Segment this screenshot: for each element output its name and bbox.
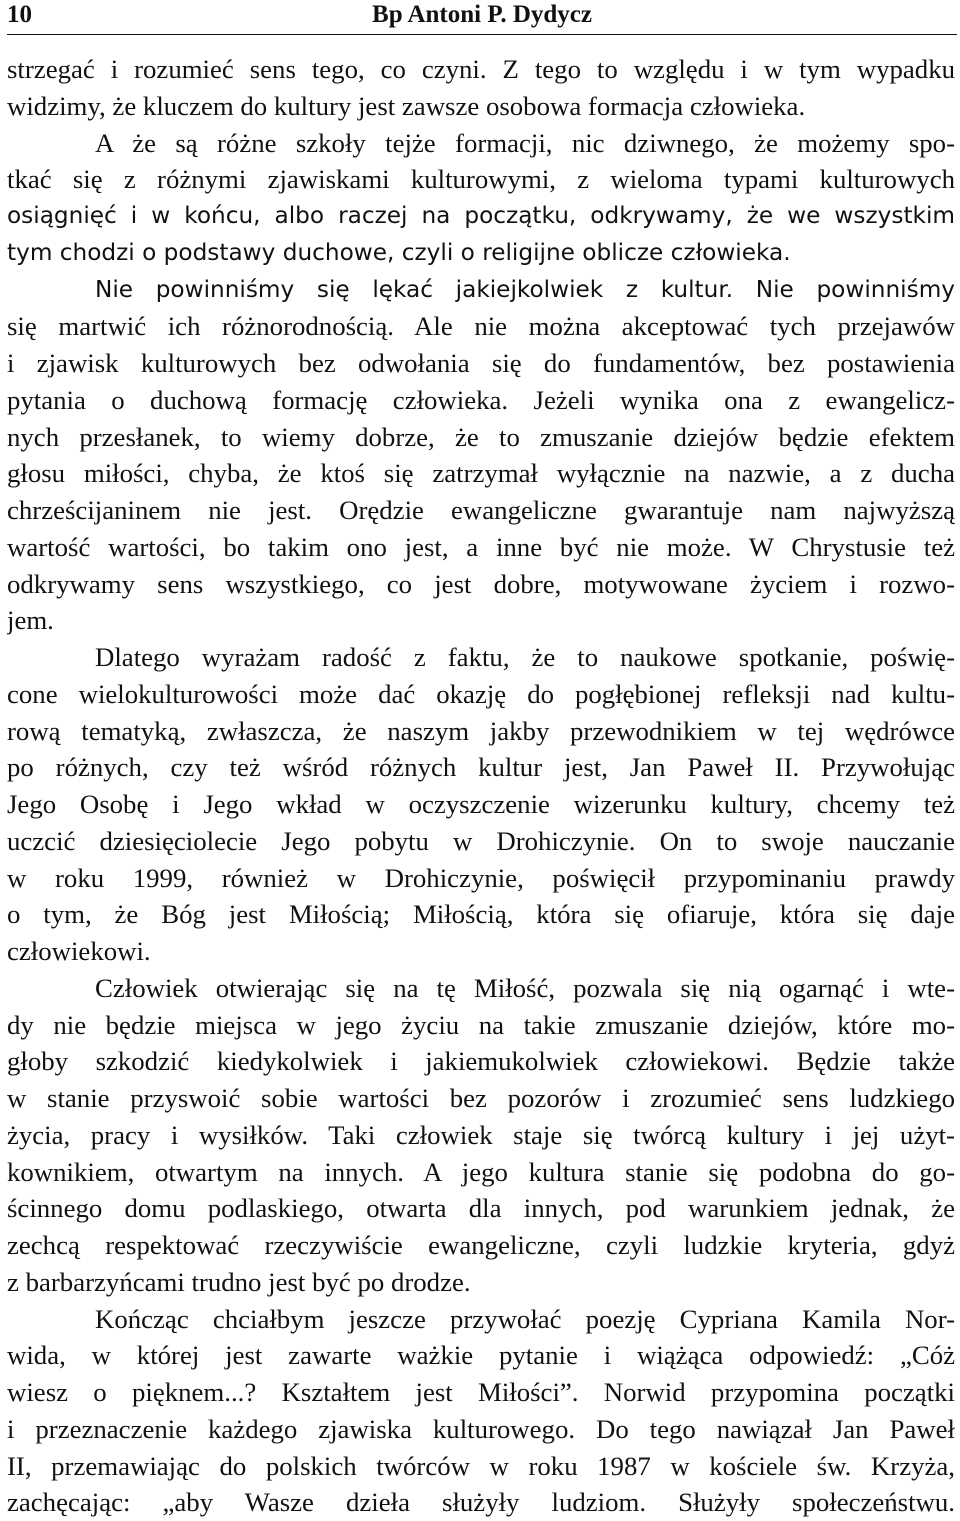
text-line: Nie powinniśmy się lękać jakiejkolwiek z kultur. Nie powinniśmy <box>95 275 955 303</box>
text-line: ścinnego domu podlaskiego, otwarta dla innych, pod warunkiem jednak, że <box>7 1193 955 1224</box>
running-head: Bp Antoni P. Dydycz <box>372 1 592 28</box>
text-line: życia, pracy i wysiłków. Taki człowiek staje się twórcą kultury i jej użyt- <box>7 1119 955 1150</box>
text-line: po różnych, czy też wśród różnych kultur jest, Jan Paweł II. Przywołując <box>7 752 955 783</box>
text-line: odkrywamy sens wszystkiego, co jest dobre, motywowane życiem i rozwo- <box>7 568 955 599</box>
text-line: chrześcijaninem nie jest. Orędzie ewangeliczne gwarantuje nam najwyższą <box>7 495 955 525</box>
text-line: Kończąc chciałbym jeszcze przywołać poezję Cypriana Kamila Nor- <box>95 1303 955 1334</box>
text-line: o tym, że Bóg jest Miłością; Miłością, która się ofiaruje, która się daje <box>7 899 955 930</box>
text-line: wida, w której jest zawarte ważkie pytanie i wiążąca odpowiedź: „Cóż <box>7 1340 955 1371</box>
page-number: 10 <box>7 1 32 28</box>
text-line: człowiekowi. <box>7 936 151 966</box>
text-line: w stanie przyswoić sobie wartości bez pozorów i zrozumieć sens ludzkiego <box>7 1083 955 1113</box>
text-line: cone wielokulturowości może dać okazję do pogłębionej refleksji nad kultu- <box>7 678 955 709</box>
text-line: uczcić dziesięciolecie Jego pobytu w Drohiczynie. On to swoje nauczanie <box>7 825 955 856</box>
body-text <box>7 51 955 1521</box>
text-line: nych przesłanek, to wiemy dobrze, że to zmuszanie dziejów będzie efektem <box>7 421 955 452</box>
text-line: się martwić ich różnorodnością. Ale nie można akceptować tych przejawów <box>7 311 955 342</box>
text-line: w roku 1999, również w Drohiczynie, poświęcił przypominaniu prawdy <box>7 862 955 893</box>
text-line: zechcą respektować rzeczywiście ewangeliczne, czyli ludzkie kryteria, gdyż <box>7 1230 955 1260</box>
text-line: tym chodzi o podstawy duchowe, czyli o religijne oblicze człowieka. <box>7 238 791 266</box>
text-line: i zjawisk kulturowych bez odwołania się do fundamentów, bez postawienia <box>7 348 955 378</box>
text-line: A że są różne szkoły tejże formacji, nic dziwnego, że możemy spo- <box>95 127 955 158</box>
text-line: głoby szkodzić kiedykolwiek i jakiemukolwiek człowiekowi. Będzie także <box>7 1046 955 1077</box>
text-line: z barbarzyńcami trudno jest być po drodze. <box>7 1266 471 1297</box>
page-header <box>7 0 957 35</box>
text-line: Dlatego wyrażam radość z faktu, że to naukowe spotkanie, poświę- <box>95 642 955 672</box>
text-line: dy nie będzie miejsca w jego życiu na takie zmuszanie dziejów, które mo- <box>7 1009 955 1040</box>
text-line: Człowiek otwierając się na tę Miłość, pozwala się nią ogarnąć i wte- <box>95 972 955 1003</box>
text-line: wiesz o pięknem...? Kształtem jest Miłości”. Norwid przypomina początki <box>7 1377 955 1407</box>
text-line: widzimy, że kluczem do kultury jest zawsze osobowa formacja człowieka. <box>7 90 806 121</box>
text-line: osiągnięć i w końcu, albo raczej na początku, odkrywamy, że we wszystkim <box>7 202 955 229</box>
text-line: pytania o duchową formację człowieka. Jeżeli wynika ona z ewangelicz- <box>7 384 955 415</box>
text-line: i przeznaczenie każdego zjawiska kulturowego. Do tego nawiązał Jan Paweł <box>7 1413 955 1444</box>
text-line: wartość wartości, bo takim ono jest, a inne być nie może. W Chrystusie też <box>7 531 955 562</box>
text-line: II, przemawiając do polskich twórców w roku 1987 w kościele św. Krzyża, <box>7 1450 955 1481</box>
text-line: Jego Osobę i Jego wkład w oczyszczenie wizerunku kultury, chcemy też <box>7 789 955 819</box>
text-line: kownikiem, otwartym na innych. A jego kultura stanie się podobna do go- <box>7 1156 955 1187</box>
text-line: głosu miłości, chyba, że ktoś się zatrzymał wyłącznie na nazwie, a z ducha <box>7 458 955 489</box>
text-line: jem. <box>7 605 54 636</box>
text-line: rową tematyką, zwłaszcza, że naszym jakby przewodnikiem w tej wędrówce <box>7 715 955 746</box>
text-line: zachęcając: „aby Wasze dzieła służyły ludziom. Służyły społeczeństwu. <box>7 1487 955 1518</box>
text-line: tkać się z różnymi zjawiskami kulturowymi, z wieloma typami kulturowych <box>7 164 955 195</box>
text-line: strzegać i rozumieć sens tego, co czyni. Z tego to względu i w tym wypadku <box>7 54 955 84</box>
